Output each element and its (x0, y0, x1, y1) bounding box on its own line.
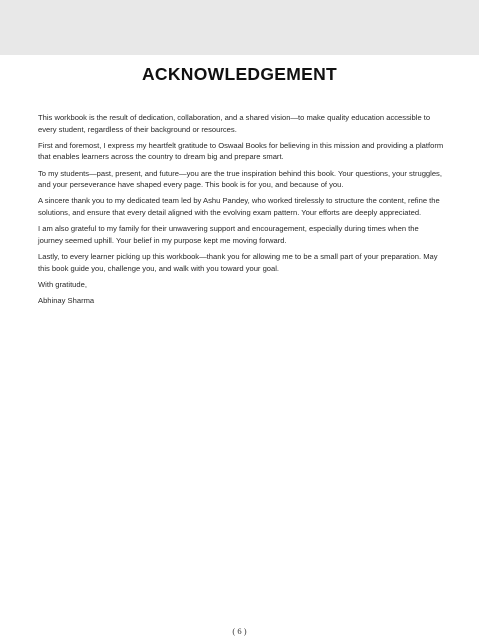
paragraph-4: A sincere thank you to my dedicated team led by Ashu Pandey, who worked tirelessly to structure the content, refine the solutions, and ensure that every detail aligned with the evolving exam pattern. Your efforts are deeply appreciated. (38, 196, 440, 217)
page-number: ( 6 ) (232, 626, 247, 636)
page-header-band (0, 0, 479, 55)
paragraph-1: This workbook is the result of dedication, collaboration, and a shared vision—to make quality education accessible to every student, regardless of their background or resources. (38, 113, 431, 134)
closing-line: With gratitude, (38, 279, 87, 289)
paragraph-3: To my students—past, present, and future—you are the true inspiration behind this book. Your questions, your struggles, and your perseverance have shaped every page. This book is for you, and because of you. (38, 168, 442, 190)
acknowledgement-body (38, 112, 444, 311)
paragraph-5: I am also grateful to my family for their unwavering support and encouragement, especially during times when the journey seemed uphill. Your belief in my purpose kept me moving forward. (38, 224, 419, 245)
author-signature: Abhinay Sharma (38, 295, 95, 305)
paragraph-6: Lastly, to every learner picking up this workbook—thank you for allowing me to be a small part of your preparation. May this book guide you, challenge you, and walk with you toward your goal. (38, 251, 438, 273)
paragraph-2: First and foremost, I express my heartfelt gratitude to Oswaal Books for believing in this mission and providing a platform that enables learners across the country to dream big and prepare smart. (38, 140, 444, 162)
page-title: ACKNOWLEDGEMENT (141, 64, 338, 84)
